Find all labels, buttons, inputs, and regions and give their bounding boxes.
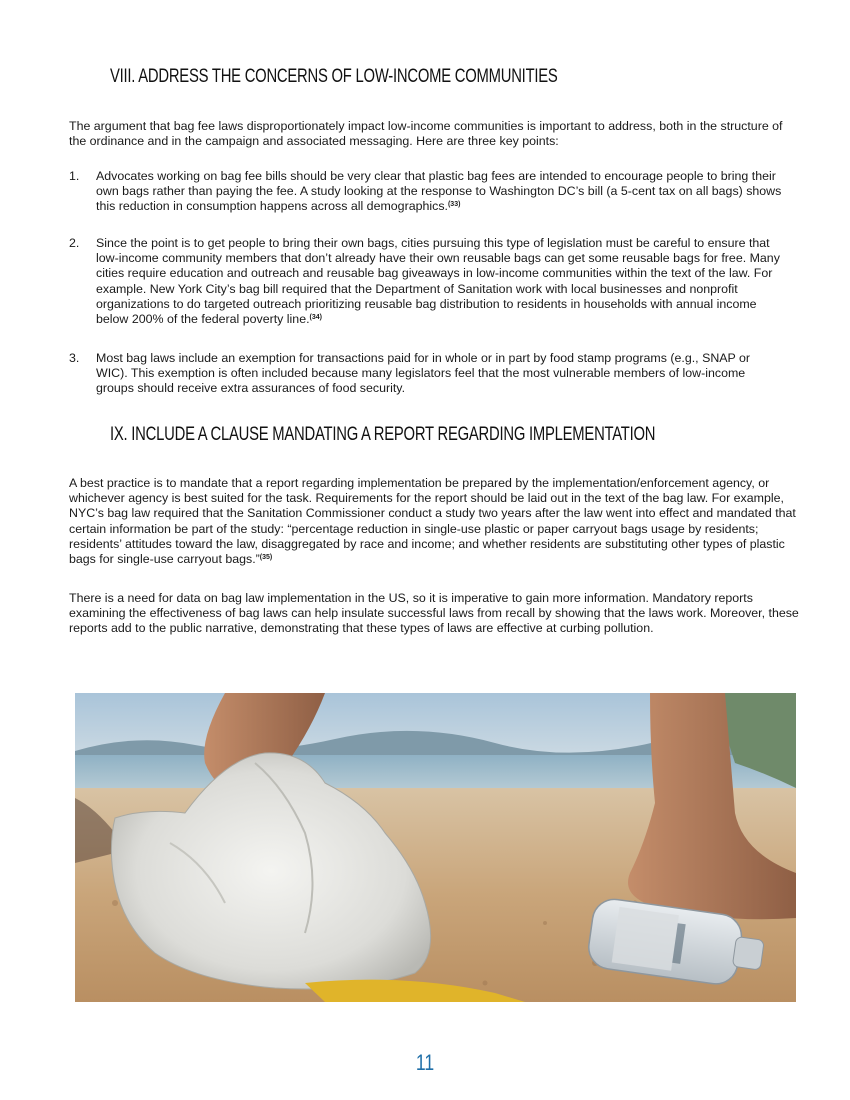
- list-item-text: Most bag laws include an exemption for transactions paid for in whole or in part by food stamp programs (e.g., SNAP or WIC). This exemption is often included because many legislators feel that the most vulnerable members of low-income groups should receive extra assurances of food security.: [96, 351, 751, 396]
- section-9-paragraph-2: There is a need for data on bag law implementation in the US, so it is imperative to gain more information. Mandatory reports examining the effectiveness of bag laws can help insulate successful laws from recall by showing that the laws work. Moreover, these reports add to the public narrative, demonstrating that these types of laws are effective at curbing pollution.: [69, 591, 799, 636]
- beach-litter-photo: [75, 693, 796, 1002]
- citation-ref: (34): [309, 314, 322, 322]
- page-number: 11: [415, 1050, 435, 1075]
- list-item-number: 2.: [69, 236, 80, 250]
- list-item-text: Since the point is to get people to bring their own bags, cities pursuing this type of legislation must be careful to ensure that low-income community members that don’t already have their own reusable bags can get some reusable bags for free. Many cities require education and outreach and reusable bag giveaways in low-income communities within the text of the law. For example. New York City’s bag bill required that the Department of Sanitation work with local businesses and nonprofit organizations to do targeted outreach prioritizing reusable bag distribution to residents in households with annual income below 200% of the federal poverty line.$^{(34)}$: [96, 236, 780, 327]
- section-9-heading: IX. INCLUDE A CLAUSE MANDATING A REPORT REGARDING IMPLEMENTATION: [110, 424, 656, 445]
- list-item-number: 1.: [69, 169, 80, 183]
- section-8-intro: The argument that bag fee laws disproportionately impact low-income communities is important to address, both in the structure of the ordinance and in the campaign and associated messaging. Here are three key points:: [69, 119, 783, 149]
- citation-ref: (35): [259, 554, 273, 562]
- list-item-number: 3.: [69, 351, 80, 365]
- citation-ref: (33): [447, 201, 461, 209]
- section-9-paragraph-1: A best practice is to mandate that a report regarding implementation be prepared by the implementation/enforcement agency, or whichever agency is best suited for the task. Requirements for the report should be laid out in the text of the bag law. For example, NYC’s bag law required that the Sanitation Commissioner conduct a study two years after the law went into effect and mandated that certain information be part of the study: “percentage reduction in single-use plastic or paper carryout bags usage by residents; residents’ attitudes toward the law, disaggregated by race and income; and whether residents are substituting other types of plastic bags for single-use carryout bags.”$^{(35)}$: [69, 476, 796, 567]
- list-item-text: Advocates working on bag fee bills should be very clear that plastic bag fees are intended to encourage people to bring their own bags rather than paying the fee. A study looking at the response to Washington DC’s bill (a 5-cent tax on all bags) shows this reduction in consumption happens across all demographics.$^{(33)}$: [96, 169, 782, 214]
- section-8-heading: VIII. ADDRESS THE CONCERNS OF LOW-INCOME COMMUNITIES: [110, 66, 558, 87]
